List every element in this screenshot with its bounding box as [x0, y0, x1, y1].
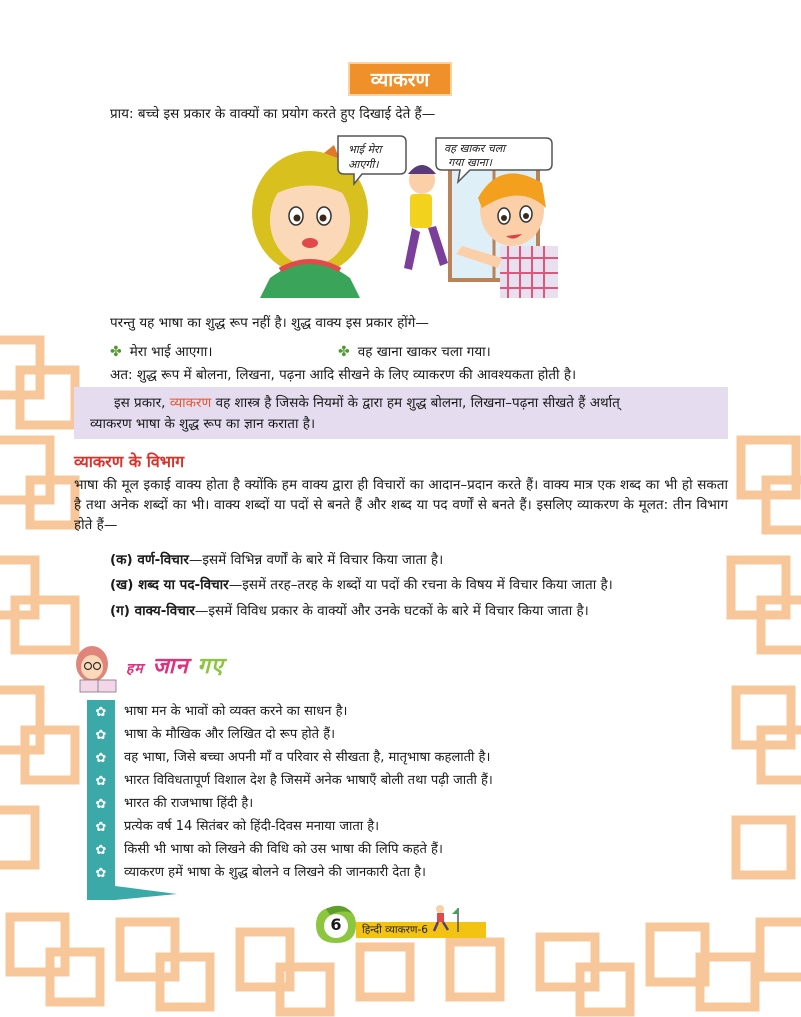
- fact-item: प्रत्येक वर्ष 14 सितंबर को हिंदी-दिवस मनाया जाता है।: [124, 819, 380, 834]
- correct-sentence-1: ✤ मेरा भाई आएगा।: [110, 344, 213, 360]
- correct-intro-text: परन्तु यह भाषा का शुद्ध रूप नहीं है। शुद्ध वाक्य इस प्रकार होंगे—: [110, 315, 429, 331]
- flower-icon: ✿: [95, 819, 107, 835]
- fact-item: किसी भी भाषा को लिखने की विधि को उस भाषा की लिपि कहते हैं।: [124, 842, 443, 857]
- correct-sentence-2: ✤ वह खाना खाकर चला गया।: [338, 344, 491, 360]
- section-paragraph: भाषा की मूल इकाई वाक्य होता है क्योंकि हम वाक्य द्वारा ही विचारों का आदान–प्रदान करते हैं। वाक्य मात्र एक शब्द का भी हो सकता है तथा अनेक शब्दों का भी। वाक्य शब्दों या पदों से बनते हैं और शब्द या पद वर्णों से बनते हैं। इसलिए व्याकरण के मूलत: तीन विभाग होते हैं—: [74, 477, 728, 533]
- flower-icon: ✿: [95, 796, 107, 812]
- division-vakya: (ग) वाक्य-विचार—इसमें विविध प्रकार के वाक्यों और उनके घटकों के बारे में विचार किया जाता है।: [110, 603, 589, 619]
- intro-text: प्राय: बच्चे इस प्रकार के वाक्यों का प्रयोग करते हुए दिखाई देते हैं—: [110, 106, 436, 122]
- page-number: 6: [330, 915, 342, 934]
- flower-icon: ✿: [95, 865, 107, 881]
- speech-left-line2: आएगी।: [348, 158, 379, 171]
- flower-icon: ✿: [95, 750, 107, 766]
- definition-line-2: व्याकरण भाषा के शुद्ध रूप का ज्ञान कराता है।: [90, 416, 316, 432]
- running-kid-icon: [428, 904, 464, 934]
- fact-item: भाषा के मौखिक और लिखित दो रूप होते हैं।: [124, 727, 336, 742]
- speech-right-line2: गया खाना।: [448, 156, 492, 169]
- fact-item: भारत की राजभाषा हिंदी है।: [124, 796, 254, 811]
- definition-term: व्याकरण: [169, 395, 212, 411]
- division-shabd: (ख) शब्द या पद-विचार—इसमें तरह–तरह के शब्दों या पदों की रचना के विषय में विचार किया जाता है।: [110, 577, 613, 593]
- learned-title: हम जान गए: [126, 654, 224, 679]
- facts-strip-tail: [87, 886, 187, 902]
- book-title: हिन्दी व्याकरण-6: [362, 924, 428, 936]
- therefore-text: अत: शुद्ध रूप में बोलना, लिखना, पढ़ना आदि सीखने के लिए व्याकरण की आवश्यकता होती है।: [110, 367, 577, 383]
- fact-item: वह भाषा, जिसे बच्चा अपनी माँ व परिवार से सीखता है, मातृभाषा कहलाती है।: [124, 750, 491, 765]
- flower-icon: ✿: [95, 704, 107, 720]
- fact-item: व्याकरण हमें भाषा के शुद्ध बोलने व लिखने की जानकारी देता है।: [124, 865, 426, 880]
- flower-icon: ✿: [95, 842, 107, 858]
- fact-item: भाषा मन के भावों को व्यक्त करने का साधन है।: [124, 704, 348, 719]
- definition-line-1: इस प्रकार, व्याकरण वह शास्त्र है जिसके नियमों के द्वारा हम शुद्ध बोलना, लिखना–पढ़ना सीखते हैं अर्थात्: [114, 395, 620, 411]
- definition-box: [74, 387, 728, 439]
- fact-item: भारत विविधतापूर्ण विशाल देश है जिसमें अनेक भाषाएँ बोली तथा पढ़ी जाती हैं।: [124, 773, 493, 788]
- cartoon-illustration: [250, 128, 558, 298]
- flower-icon: ✿: [95, 773, 107, 789]
- speech-right-line1: वह खाकर चला: [444, 142, 506, 155]
- section-heading: व्याकरण के विभाग: [74, 452, 185, 471]
- division-varna: (क) वर्ण-विचार—इसमें विभिन्न वर्णों के बारे में विचार किया जाता है।: [110, 552, 444, 568]
- speech-left-line1: भाई मेरा: [348, 143, 382, 156]
- flower-icon: ✿: [95, 727, 107, 743]
- page-title: व्याकरण: [348, 62, 452, 96]
- clover-icon: ✤: [110, 344, 122, 360]
- clover-icon: ✤: [338, 344, 350, 360]
